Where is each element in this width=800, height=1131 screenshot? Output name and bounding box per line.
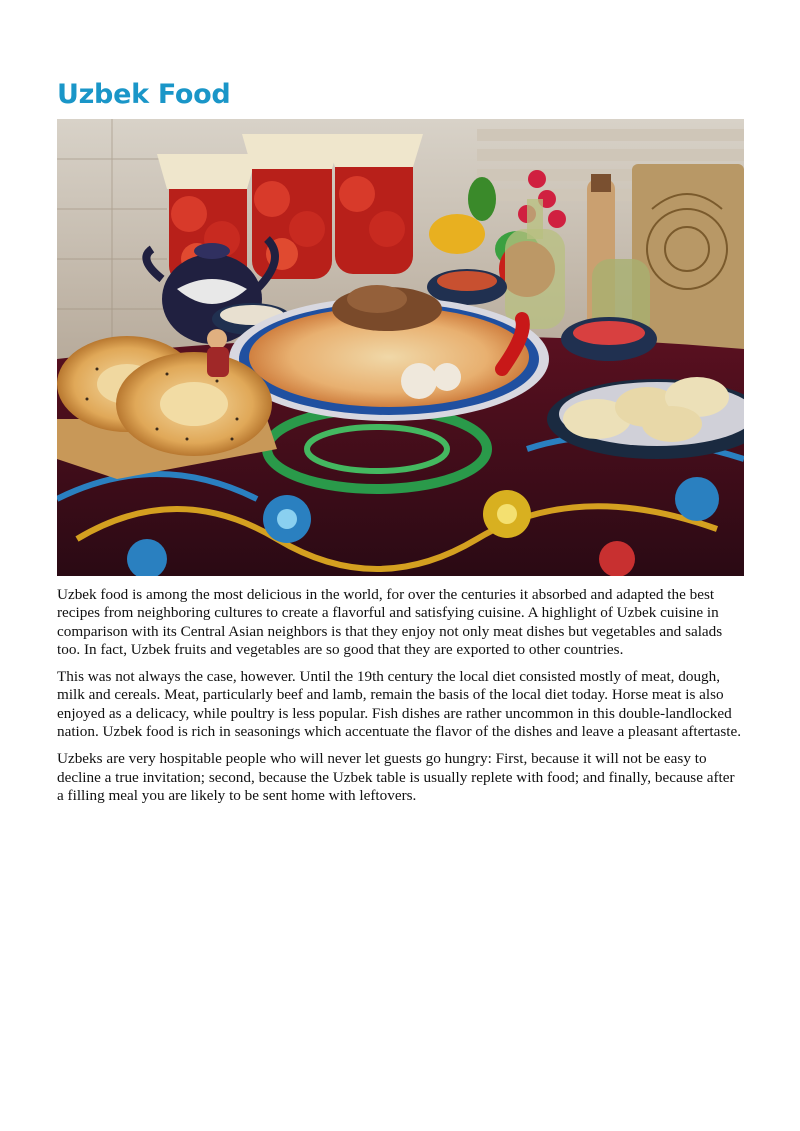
page-title: Uzbek Food (57, 79, 231, 110)
paragraph-1: Uzbek food is among the most delicious in the world, for over the centuries it absorbed and adapted the best recipes from neighboring cultures to create a flavorful and satisfying cuisine. A highlight of Uzbek cuisine in comparison with its Central Asian neighbors is that they enjoy not only meat dishes but vegetables and salads too. In fact, Uzbek fruits and vegetables are so good that they are exported to other countries. (57, 586, 723, 658)
article-body (57, 586, 743, 814)
food-photo (57, 119, 744, 576)
paragraph-3: Uzbeks are very hospitable people who will never let guests go hungry: First, because it will not be easy to decline a true invitation; second, because the Uzbek table is usually replete with food; and finally, because after a filling meal you are likely to be sent home with leftovers. (57, 750, 735, 804)
paragraph-2: This was not always the case, however. Until the 19th century the local diet consisted mostly of meat, dough, milk and cereals. Meat, particularly beef and lamb, remain the basis of the local diet today. Horse meat is also enjoyed as a delicacy, while poultry is less popular. Fish dishes are rather uncommon in this double-landlocked nation. Uzbek food is rich in seasonings which accentuate the flavor of the dishes and leave a pleasant aftertaste. (57, 668, 742, 741)
food-photo-illustration (57, 119, 744, 576)
